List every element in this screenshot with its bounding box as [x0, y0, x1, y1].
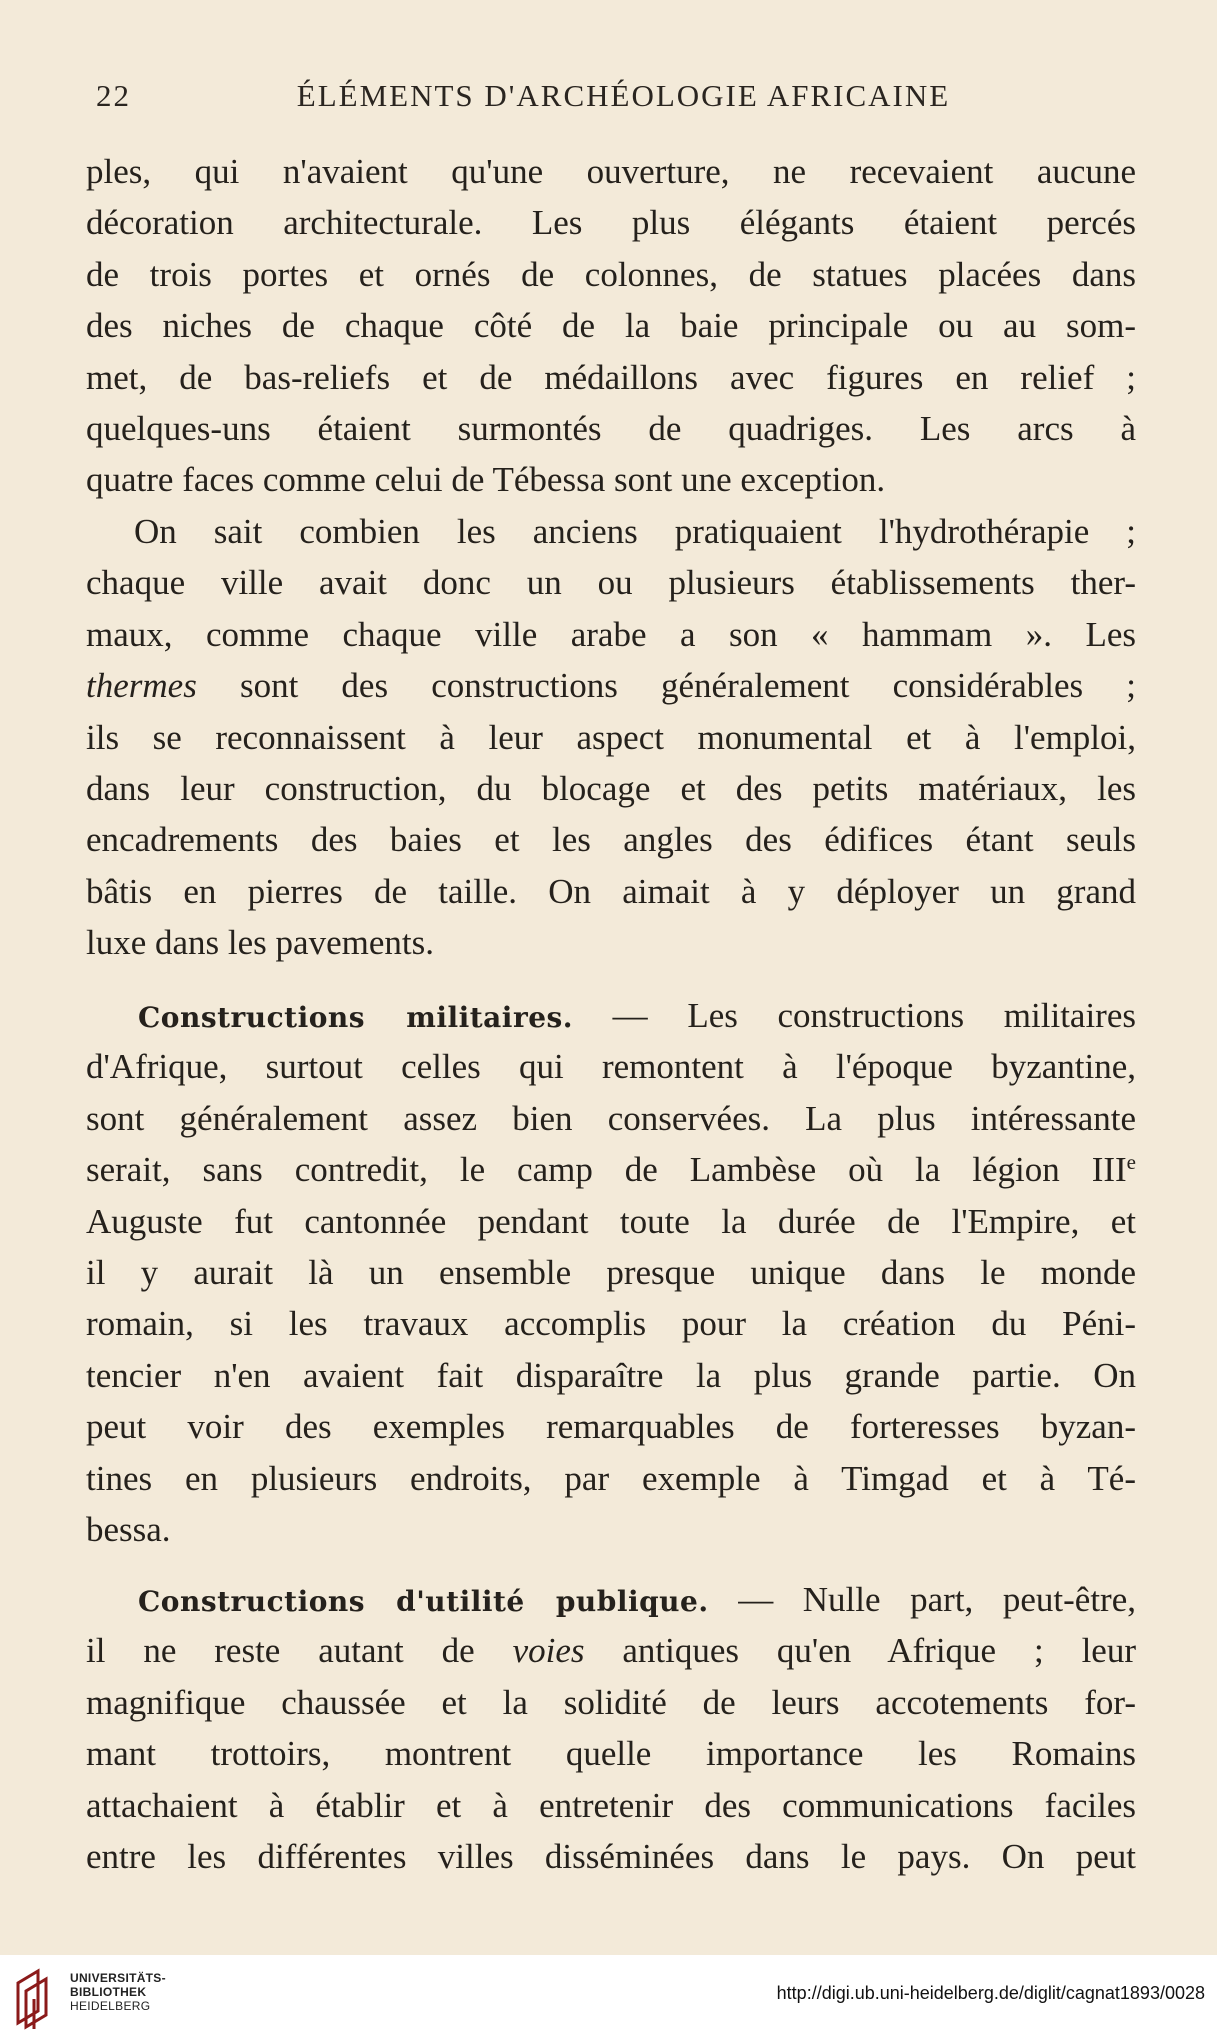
page-header	[90, 78, 1127, 122]
text-line: quatre faces comme celui de Tébessa sont une exception.	[86, 460, 886, 500]
line-text: sont des constructions généralement considérables ;	[196, 666, 1136, 706]
text-line: d'Afrique, surtout celles qui remontent à l'époque byzantine,	[86, 1047, 1136, 1087]
page-number: 22	[96, 78, 131, 113]
text-line: maux, comme chaque ville arabe a son « hammam ». Les	[86, 614, 1136, 654]
line-text: il ne reste autant de	[86, 1631, 513, 1671]
text-line: met, de bas-reliefs et de médaillons avec figures en relief ;	[86, 357, 1136, 397]
line-text: serait, sans contredit, le camp de Lambèse où la légion III	[86, 1150, 1127, 1190]
text-line: entre les différentes villes disséminées dans le pays. On peut	[86, 1836, 1136, 1876]
text-line	[86, 1625, 1136, 1676]
text-line: mant trottoirs, montrent quelle importance les Romains	[86, 1734, 1136, 1774]
text-line: ils se reconnaissent à leur aspect monumental et à l'emploi,	[86, 717, 1136, 757]
text-line: tencier n'en avaient fait disparaître la plus grande partie. On	[86, 1355, 1136, 1395]
text-line: peut voir des exemples remarquables de forteresses byzan-	[86, 1407, 1136, 1447]
text-line	[86, 990, 1136, 1041]
text-line: dans leur construction, du blocage et des petits matériaux, les	[86, 768, 1136, 808]
text-line: décoration architecturale. Les plus élégants étaient percés	[86, 203, 1136, 243]
text-line: bâtis en pierres de taille. On aimait à y déployer un grand	[86, 871, 1136, 911]
text-line: attachaient à établir et à entretenir des communications faciles	[86, 1785, 1136, 1825]
library-name-line: HEIDELBERG	[70, 1999, 151, 2013]
text-line: de trois portes et ornés de colonnes, de statues placées dans	[86, 254, 1136, 294]
text-line: des niches de chaque côté de la baie principale ou au som-	[86, 306, 1136, 346]
text-line: encadrements des baies et les angles des édifices étant seuls	[86, 820, 1136, 860]
paragraph-arches	[86, 146, 1136, 506]
text-line: magnifique chaussée et la solidité de leurs accotements for-	[86, 1682, 1136, 1722]
line-text: — Nulle part, peut-être,	[708, 1580, 1136, 1619]
text-line: sont généralement assez bien conservées. La plus intéressante	[86, 1098, 1136, 1138]
text-line: romain, si les travaux accomplis pour la création du Péni-	[86, 1304, 1136, 1344]
superscript: e	[1126, 1150, 1136, 1175]
library-name-line: UNIVERSITÄTS-	[70, 1971, 166, 1985]
line-text: antiques qu'en Afrique ; leur	[584, 1631, 1137, 1671]
text-line: ples, qui n'avaient qu'une ouverture, ne recevaient aucune	[86, 152, 1136, 191]
text-line: Auguste fut cantonnée pendant toute la durée de l'Empire, et	[86, 1201, 1136, 1241]
text-line: quelques-uns étaient surmontés de quadriges. Les arcs à	[86, 408, 1136, 448]
line-text: — Les constructions militaires	[573, 996, 1136, 1035]
library-name	[70, 1971, 166, 2013]
viewer-footer	[0, 1955, 1217, 2040]
source-url-link[interactable]: http://digi.ub.uni-heidelberg.de/diglit/cagnat1893/0028	[776, 1983, 1205, 2003]
italic-term: thermes	[86, 666, 197, 706]
text-line: chaque ville avait donc un ou plusieurs établissements ther-	[86, 563, 1136, 603]
library-logo-icon	[12, 1965, 72, 2031]
text-line: il y aurait là un ensemble presque unique dans le monde	[86, 1252, 1136, 1292]
text-line: On sait combien les anciens pratiquaient l'hydrothérapie ;	[134, 512, 1136, 551]
paragraph-military	[86, 990, 1136, 1555]
section-heading: Constructions militaires.	[138, 1001, 574, 1034]
text-line	[86, 1574, 1136, 1625]
paragraph-thermes	[86, 506, 1136, 969]
text-line: luxe dans les pavements.	[86, 923, 434, 963]
text-line	[86, 660, 1136, 711]
text-line	[86, 1144, 1136, 1195]
text-line: tines en plusieurs endroits, par exemple à Timgad et à Té-	[86, 1458, 1136, 1498]
italic-term: voies	[512, 1631, 585, 1671]
section-heading: Constructions d'utilité publique.	[138, 1585, 709, 1618]
library-name-line: BIBLIOTHEK	[70, 1985, 147, 1999]
running-title: ÉLÉMENTS D'ARCHÉOLOGIE AFRICAINE	[296, 78, 951, 113]
text-line: bessa.	[86, 1509, 171, 1549]
paragraph-public-works	[86, 1574, 1136, 1882]
